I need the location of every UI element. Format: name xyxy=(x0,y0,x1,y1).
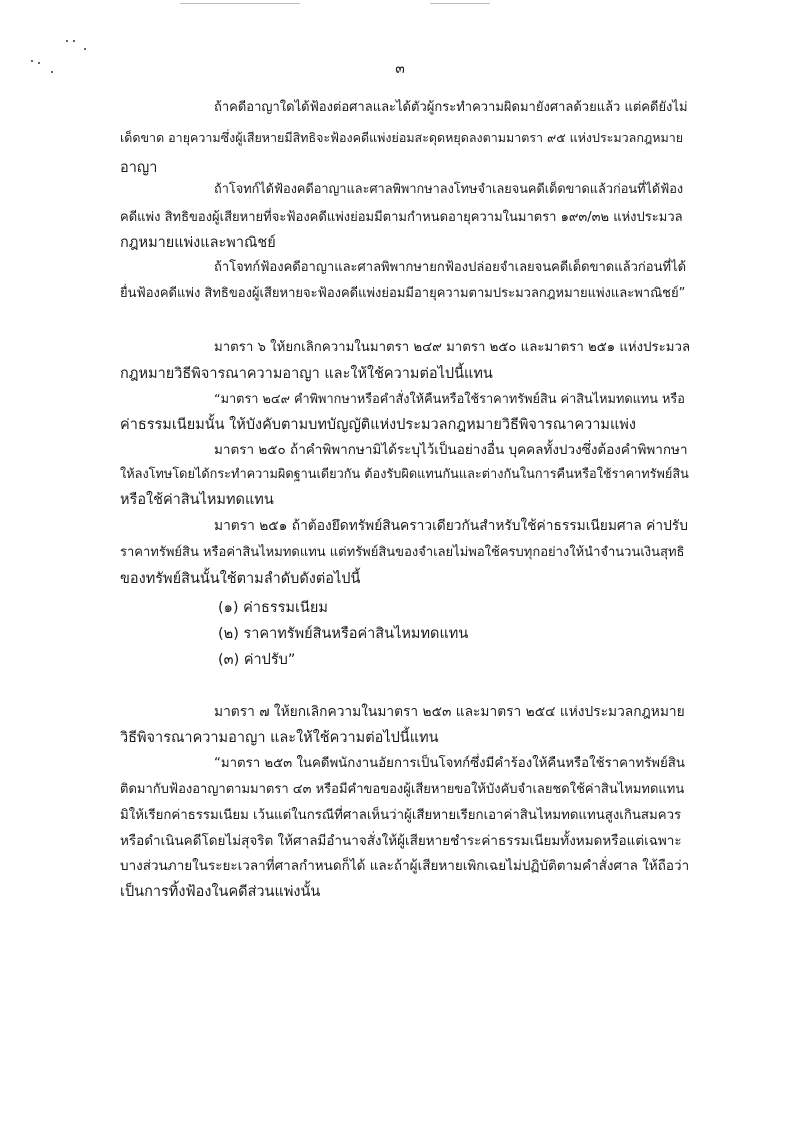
text-line: มาตรา ๒๕๐ ถ้าคำพิพากษามิได้ระบุไว้เป็นอย่างอื่น บุคคลทั้งปวงซึ่งต้องคำพิพากษา xyxy=(214,442,688,458)
text-line: ติดมากับฟ้องอาญาตามมาตรา ๔๓ หรือมีคำขอของผู้เสียหายขอให้บังคับจำเลยชดใช้ค่าสินไหมทดแทน xyxy=(120,782,685,797)
text-line: คดีแพ่ง สิทธิของผู้เสียหายที่จะฟ้องคดีแพ่งย่อมมีตามกำหนดอายุความในมาตรา ๑๙๓/๓๒ แห่งประมวล xyxy=(120,210,683,225)
text-line: มิให้เรียกค่าธรรมเนียม เว้นแต่ในกรณีที่ศาลเห็นว่าผู้เสียหายเรียกเอาค่าสินไหมทดแทนสูงเกินสมควร xyxy=(120,808,682,823)
section-heading-line: มาตรา ๗ ให้ยกเลิกความในมาตรา ๒๕๓ และมาตรา ๒๕๔ แห่งประมวลกฎหมาย xyxy=(214,704,685,720)
text-line: เด็ดขาด อายุความซึ่งผู้เสียหายมีสิทธิจะฟ้องคดีแพ่งย่อมสะดุดหยุดลงตามมาตรา ๙๕ แห่งประมวลกฎหมาย xyxy=(120,130,684,145)
scan-edge-mark xyxy=(430,3,490,4)
text-line: กฎหมายวิธีพิจารณาความอาญา และให้ใช้ความต่อไปนี้แทน xyxy=(120,366,493,382)
text-line: บางส่วนภายในระยะเวลาที่ศาลกำหนดก็ได้ และถ้าผู้เสียหายเพิกเฉยไม่ปฏิบัติตามคำสั่งศาล ให้ถือว่า xyxy=(120,858,690,874)
text-line: ถ้าโจทก์ได้ฟ้องคดีอาญาและศาลพิพากษาลงโทษจำเลยจนคดีเด็ดขาดแล้วก่อนที่ได้ฟ้อง xyxy=(214,182,684,197)
text-line: วิธีพิจารณาความอาญา และให้ใช้ความต่อไปนี้แทน xyxy=(120,730,439,746)
text-line: ให้ลงโทษโดยได้กระทำความผิดฐานเดียวกัน ต้องรับผิดแทนกันและต่างกันในการคืนหรือใช้ราคาทรัพย์สิน xyxy=(120,467,689,482)
list-item: (๒) ราคาทรัพย์สินหรือค่าสินไหมทดแทน xyxy=(218,626,469,642)
text-line: “มาตรา ๒๔๙ คำพิพากษาหรือคำสั่งให้คืนหรือใช้ราคาทรัพย์สิน ค่าสินไหมทดแทน หรือ xyxy=(214,392,685,407)
scan-speck xyxy=(84,48,86,50)
scan-speck xyxy=(73,40,75,42)
text-line: ยื่นฟ้องคดีแพ่ง สิทธิของผู้เสียหายจะฟ้องคดีแพ่งย่อมมีอายุความตามประมวลกฎหมายแพ่งและพาณิชย์” xyxy=(120,286,686,301)
scan-edge-mark xyxy=(180,3,300,4)
text-line: อาญา xyxy=(120,160,158,176)
page-number: ๓ xyxy=(395,61,405,77)
section-heading-line: มาตรา ๖ ให้ยกเลิกความในมาตรา ๒๔๙ มาตรา ๒๕๐ และมาตรา ๒๕๑ แห่งประมวล xyxy=(214,340,691,355)
text-line: ของทรัพย์สินนั้นใช้ตามลำดับดังต่อไปนี้ xyxy=(120,571,361,587)
text-line: หรือดำเนินคดีโดยไม่สุจริต ให้ศาลมีอำนาจสั่งให้ผู้เสียหายชำระค่าธรรมเนียมทั้งหมดหรือแต่เฉพาะ xyxy=(120,833,682,849)
text-line: เป็นการทิ้งฟ้องในคดีส่วนแพ่งนั้น xyxy=(120,884,321,900)
text-line: ถ้าคดีอาญาใดได้ฟ้องต่อศาลและได้ตัวผู้กระทำความผิดมายังศาลด้วยแล้ว แต่คดียังไม่ xyxy=(214,100,688,115)
text-line: ค่าธรรมเนียมนั้น ให้บังคับตามบทบัญญัติแห่งประมวลกฎหมายวิธีพิจารณาความแพ่ง xyxy=(120,417,636,433)
text-line: ราคาทรัพย์สิน หรือค่าสินไหมทดแทน แต่ทรัพย์สินของจำเลยไม่พอใช้ครบทุกอย่างให้นำจำนวนเงินสุทธิ xyxy=(120,545,685,560)
scan-speck xyxy=(66,40,68,42)
text-line: กฎหมายแพ่งและพาณิชย์ xyxy=(120,235,276,251)
text-line: มาตรา ๒๕๑ ถ้าต้องยึดทรัพย์สินคราวเดียวกันสำหรับใช้ค่าธรรมเนียมศาล ค่าปรับ xyxy=(214,518,688,534)
list-item: (๓) ค่าปรับ” xyxy=(218,652,296,668)
text-line: ถ้าโจทก์ฟ้องคดีอาญาและศาลพิพากษายกฟ้องปล่อยจำเลยจนคดีเด็ดขาดแล้วก่อนที่ได้ xyxy=(214,260,687,275)
list-item: (๑) ค่าธรรมเนียม xyxy=(218,600,328,616)
text-line: หรือใช้ค่าสินไหมทดแทน xyxy=(120,492,274,508)
text-line: “มาตรา ๒๕๓ ในคดีพนักงานอัยการเป็นโจทก์ซึ่งมีคำร้องให้คืนหรือใช้ราคาทรัพย์สิน xyxy=(214,756,685,771)
